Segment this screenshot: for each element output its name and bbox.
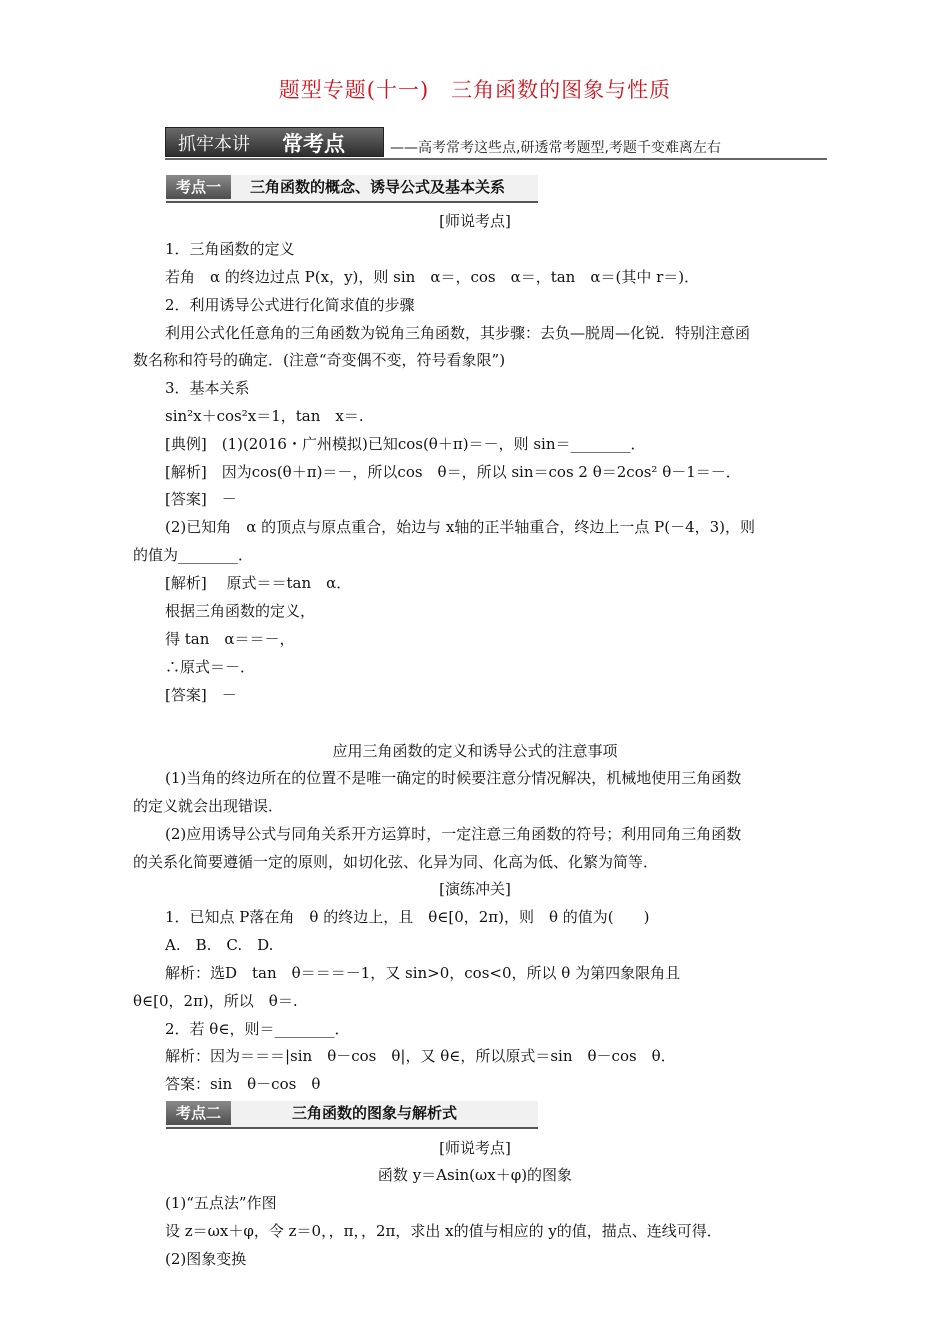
- line-five-point-heading: (1)“五点法”作图: [165, 1194, 277, 1212]
- line-practice-2: 2．若 θ∈，则＝________．: [165, 1020, 350, 1038]
- line-answer-1: [答案] －: [165, 490, 237, 508]
- line-practice-2-solution: 解析：因为＝＝＝|sin θ－cos θ|，又 θ∈，所以原式＝sin θ－cos θ．: [165, 1047, 676, 1065]
- line-note-2b: 的关系化简要遵循一定的原则，如切化弦、化异为同、化高为低、化繁为简等．: [133, 853, 659, 871]
- heading-practice: [演练冲关]: [439, 880, 511, 898]
- section-header-1: [166, 175, 538, 203]
- line-practice-2-answer: 答案：sin θ－cos θ: [165, 1075, 321, 1093]
- banner-tagline: ——高考常考这些点,研透常考题型,考题千变难离左右: [390, 140, 721, 156]
- line-solution-2a: [解析] 原式＝＝tan α．: [165, 574, 352, 592]
- banner-rule: [165, 158, 827, 160]
- line-example-2a: (2)已知角 α 的顶点与原点重合，始边与 x轴的正半轴重合，终边上一点 P(－4，3)，则: [165, 518, 756, 536]
- line-note-2a: (2)应用诱导公式与同角关系开方运算时，一定注意三角函数的符号；利用同角三角函数: [165, 825, 742, 843]
- line-practice-1-options: A. B. C. D.: [165, 936, 274, 954]
- line-answer-2: [答案] －: [165, 686, 237, 704]
- line-def: 若角 α 的终边过点 P(x，y)，则 sin α＝，cos α＝，tan α＝(其中 r＝)．: [165, 268, 700, 286]
- section-banner: [165, 127, 827, 160]
- line-solution-2b: 根据三角函数的定义，: [165, 602, 316, 620]
- line-example-1: [典例] (1)(2016・广州模拟)已知cos(θ＋π)＝－，则 sin＝________．: [165, 435, 646, 453]
- line-practice-1: 1．已知点 P落在角 θ 的终边上，且 θ∈[0，2π)，则 θ 的值为( ): [165, 908, 650, 926]
- line-induction-1: 利用公式化任意角的三角函数为锐角三角函数，其步骤：去负—脱周—化锐．特别注意函: [165, 324, 751, 342]
- heading-shishuo-2: [师说考点]: [439, 1139, 511, 1157]
- line-def-heading: 1．三角函数的定义: [165, 240, 295, 258]
- page-title: 题型专题(十一) 三角函数的图象与性质: [278, 78, 672, 102]
- heading-shishuo-1: [师说考点]: [439, 212, 511, 230]
- section-title-1: 三角函数的概念、诱导公式及基本关系: [250, 178, 506, 196]
- line-example-2b: 的值为________．: [133, 546, 254, 564]
- line-basic-heading: 3．基本关系: [165, 379, 250, 397]
- line-note-1b: 的定义就会出现错误．: [133, 797, 284, 815]
- line-note-1a: (1)当角的终边所在的位置不是唯一确定的时候要注意分情况解决，机械地使用三角函数: [165, 769, 742, 787]
- line-basic-formula: sin²x＋cos²x＝1，tan x＝.: [165, 407, 364, 425]
- banner-box: [165, 127, 384, 157]
- line-induction-heading: 2．利用诱导公式进行化简求值的步骤: [165, 296, 415, 314]
- line-solution-1: [解析] 因为cos(θ＋π)＝－，所以cos θ＝，所以 sin＝cos 2 θ＝2cos² θ－1＝－．: [165, 463, 741, 481]
- line-five-point: 设 z＝ωx＋φ，令 z＝0，，π，，2π，求出 x的值与相应的 y的值，描点、连线可得．: [165, 1222, 722, 1240]
- heading-graph-function: 函数 y＝Asin(ωx＋φ)的图象: [377, 1166, 573, 1184]
- line-transform-heading: (2)图象变换: [165, 1250, 247, 1268]
- line-practice-1-solution-a: 解析：选D tan θ＝＝＝－1，又 sin>0，cos<0，所以 θ 为第四象限角且: [165, 964, 681, 982]
- section-label-2: 考点二: [166, 1101, 231, 1125]
- line-induction-2: 数名称和符号的确定．(注意“奇变偶不变，符号看象限”): [133, 351, 506, 369]
- line-solution-2c: 得 tan α＝＝－，: [165, 630, 295, 648]
- banner-left-text: 抓牢本讲: [178, 134, 250, 155]
- section-header-2: [166, 1101, 538, 1129]
- line-solution-2d: ∴原式＝－．: [165, 658, 256, 676]
- line-practice-1-solution-b: θ∈[0，2π)，所以 θ＝.: [133, 992, 298, 1010]
- section-label-1: 考点一: [166, 175, 231, 199]
- banner-bold-text: 常考点: [282, 132, 345, 156]
- heading-notes: 应用三角函数的定义和诱导公式的注意事项: [332, 742, 618, 760]
- section-title-2: 三角函数的图象与解析式: [292, 1104, 458, 1122]
